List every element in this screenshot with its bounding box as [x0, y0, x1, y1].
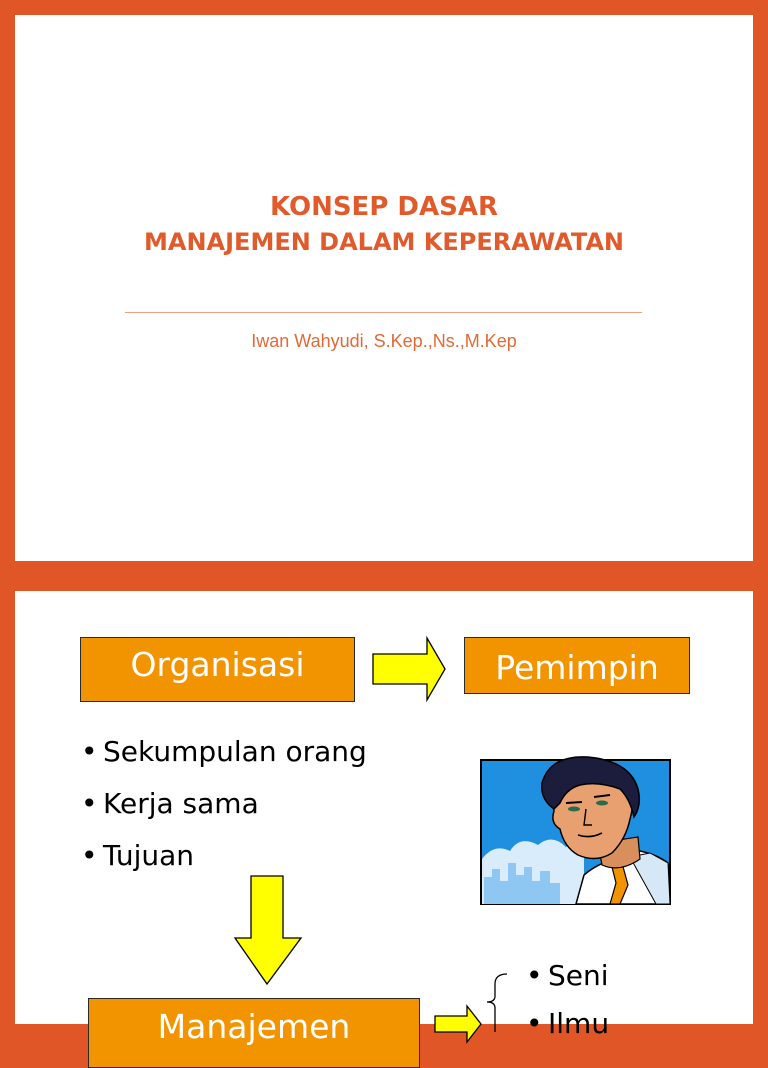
organisasi-box: [80, 637, 355, 702]
author-name: Iwan Wahyudi, S.Kep.,Ns.,M.Kep: [251, 331, 517, 351]
manajemen-label: Manajemen: [157, 1007, 351, 1046]
list-item: • Sekumpulan orang: [81, 735, 367, 768]
title-slide: [15, 15, 753, 561]
title-divider: [125, 312, 642, 313]
manajemen-box: [88, 998, 420, 1068]
slide-title-line1: KONSEP DASAR: [269, 192, 498, 222]
pemimpin-label: Pemimpin: [495, 648, 659, 687]
arrow-right-icon: [371, 636, 447, 702]
organisasi-bullet-list: [81, 732, 367, 888]
brace-icon: [485, 972, 509, 1032]
list-item: • Ilmu: [526, 1007, 610, 1040]
manajemen-bullet-list: [526, 956, 609, 1052]
arrow-down-icon: [233, 874, 303, 986]
list-item: • Kerja sama: [81, 787, 259, 820]
content-slide: [15, 591, 753, 1046]
arrow-right-icon: [433, 1004, 483, 1044]
businessman-illustration: [480, 759, 671, 905]
slide-title-line2: MANAJEMEN DALAM KEPERAWATAN: [144, 228, 624, 256]
list-item: • Seni: [526, 959, 609, 992]
pemimpin-box: [464, 637, 690, 694]
list-item: • Tujuan: [81, 839, 195, 872]
organisasi-label: Organisasi: [130, 645, 305, 684]
